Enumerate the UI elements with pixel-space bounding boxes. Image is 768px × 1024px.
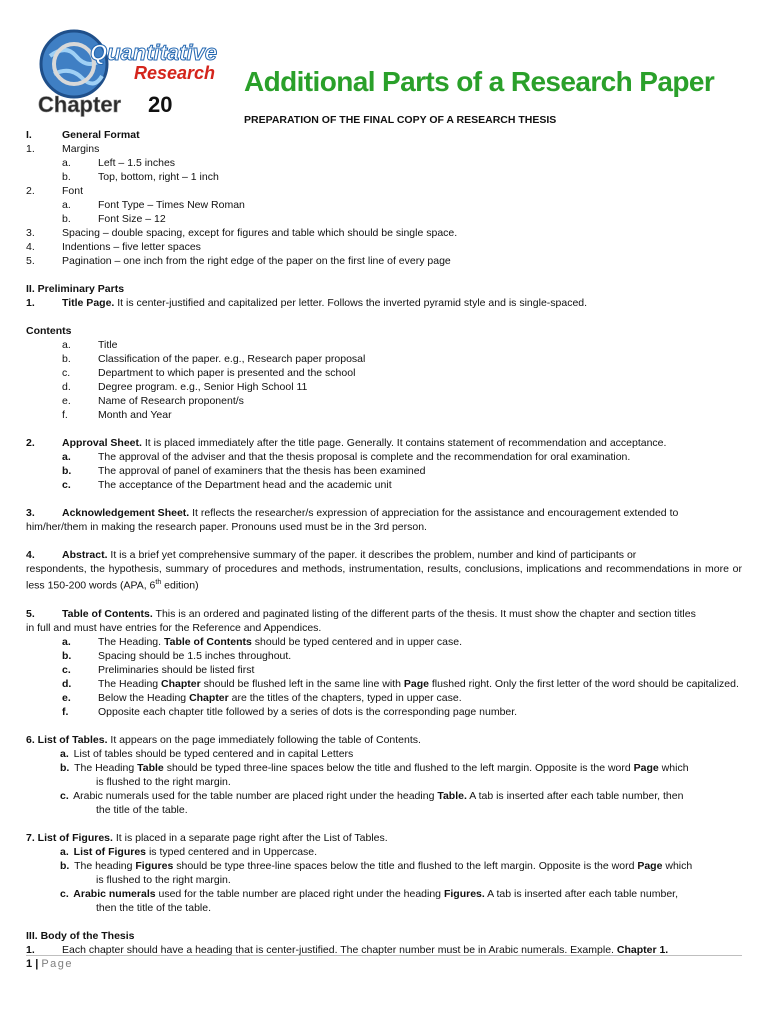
paragraph-continuation: the title of the table. <box>96 803 188 816</box>
list-item: c. Department to which paper is presented and the school <box>62 367 356 379</box>
list-item: a. Title <box>62 339 118 351</box>
section-general-format-heading: I. General Format <box>26 129 140 141</box>
logo-word-quantitative: Quantitative <box>90 40 218 65</box>
list-item: 3. Spacing – double spacing, except for figures and table which should be single space. <box>26 227 458 239</box>
list-item: b. Top, bottom, right – 1 inch <box>62 171 219 183</box>
list-item: 4. Indentions – five letter spaces <box>26 241 201 253</box>
list-item: 2. Font <box>26 185 84 197</box>
acknowledgement-sheet-paragraph: 3. Acknowledgement Sheet. It reflects the researcher/s expression of appreciation for the assistance and encouragement extended to <box>26 507 679 519</box>
approval-sheet-paragraph: 2. Approval Sheet. It is placed immediately after the title page. Generally. It contains statement of recommendation and acceptance. <box>26 437 667 449</box>
page-footer <box>26 955 742 970</box>
list-item: a. Left – 1.5 inches <box>62 157 176 169</box>
list-item: b. Spacing should be 1.5 inches throughout. <box>62 649 292 662</box>
list-item: f. Month and Year <box>62 409 172 421</box>
document-title: Additional Parts of a Research Paper <box>244 66 715 97</box>
list-item: d. Degree program. e.g., Senior High School 11 <box>62 381 308 393</box>
body-chapter-paragraph: 1. Each chapter should have a heading that is center-justified. The chapter number must be in Arabic numerals. Example. Chapter 1. <box>26 943 669 956</box>
paragraph-continuation: in full and must have entries for the Reference and Appendices. <box>26 621 322 634</box>
document-subtitle: PREPARATION OF THE FINAL COPY OF A RESEARCH THESIS <box>244 114 557 126</box>
list-item: c. Preliminaries should be listed first <box>62 663 255 676</box>
list-item: 1. Margins <box>26 143 100 155</box>
list-item: c. Arabic numerals used for the table number are placed right under the heading Figures. A tab is inserted after each table number, <box>60 887 679 900</box>
list-item: c. The acceptance of the Department head and the academic unit <box>62 479 392 491</box>
section-preliminary-parts-heading: II. Preliminary Parts <box>26 283 125 295</box>
list-item: b. Font Size – 12 <box>62 213 166 225</box>
list-item: f. Opposite each chapter title followed by a series of dots is the corresponding page number. <box>62 705 518 718</box>
title-page-paragraph: 1. Title Page. It is center-justified and capitalized per letter. Follows the inverted pyramid style and is single-spaced. <box>26 297 588 309</box>
page-number: 1 | Page <box>26 958 74 970</box>
document-body <box>26 128 742 957</box>
table-of-contents-paragraph: 5. Table of Contents. This is an ordered and paginated listing of the different parts of the thesis. It must show the chapter and section titles <box>26 607 696 620</box>
abstract-paragraph: 4. Abstract. It is a brief yet comprehensive summary of the paper. it describes the problem, number and kind of participants or <box>26 549 637 561</box>
section-marker: I. <box>26 129 32 141</box>
list-of-figures-paragraph: 7. List of Figures. It is placed in a separate page right after the List of Tables. <box>26 831 388 844</box>
list-item: b. The Heading Table should be typed three-line spaces below the title and flushed to the left margin. Opposite is the word Page which <box>60 761 689 774</box>
paragraph-continuation: is flushed to the right margin. <box>96 775 231 788</box>
list-item: e. Below the Heading Chapter are the titles of the chapters, typed in upper case. <box>62 691 462 704</box>
contents-list <box>26 338 742 422</box>
list-item: d. The Heading Chapter should be flushed left in the same line with Page flushed right. Only the first letter of the word should be capitalized. <box>62 677 739 690</box>
paragraph-continuation: is flushed to the right margin. <box>96 873 231 886</box>
paragraph-continuation: respondents, the hypothesis, summary of procedures and methods, instrumentation, results, conclusions, implications and recommendations in more or less 150-200 words (APA, 6th edition) <box>26 563 742 592</box>
list-item: b. Classification of the paper. e.g., Research paper proposal <box>62 353 366 365</box>
paragraph-continuation: him/her/them in making the research paper. Pronouns used must be in the 3rd person. <box>26 521 427 533</box>
list-item: b. The approval of panel of examiners that the thesis has been examined <box>62 465 426 477</box>
section-body-of-thesis-heading: III. Body of the Thesis <box>26 929 135 942</box>
footer-divider <box>26 955 742 956</box>
list-item: a. List of tables should be typed centered and in capital Letters <box>60 747 354 760</box>
list-item: a. Font Type – Times New Roman <box>62 199 245 211</box>
logo-chapter-word: Chapter <box>38 92 122 117</box>
list-item: a. The approval of the adviser and that the thesis proposal is complete and the recommendation for oral examination. <box>62 451 631 463</box>
list-item: a. The Heading. Table of Contents should be typed centered and in upper case. <box>62 635 463 648</box>
list-item: 5. Pagination – one inch from the right edge of the paper on the first line of every page <box>26 255 451 267</box>
contents-heading: Contents <box>26 325 72 337</box>
list-item: c. Arabic numerals used for the table number are placed right under the heading Table. A tab is inserted after each table number, then <box>60 789 684 802</box>
list-item: a. List of Figures is typed centered and in Uppercase. <box>60 845 318 858</box>
list-of-tables-paragraph: 6. List of Tables. It appears on the page immediately following the table of Contents. <box>26 733 421 746</box>
quantitative-research-chapter-logo <box>36 26 232 118</box>
list-item: b. The heading Figures should be type three-line spaces below the title and flushed to the left margin. Opposite is the word Page which <box>60 859 693 872</box>
logo-word-research: Research <box>134 63 216 83</box>
list-item: e. Name of Research proponent/s <box>62 395 244 407</box>
paragraph-continuation: then the title of the table. <box>96 901 211 914</box>
logo-chapter-number: 20 <box>148 92 173 117</box>
